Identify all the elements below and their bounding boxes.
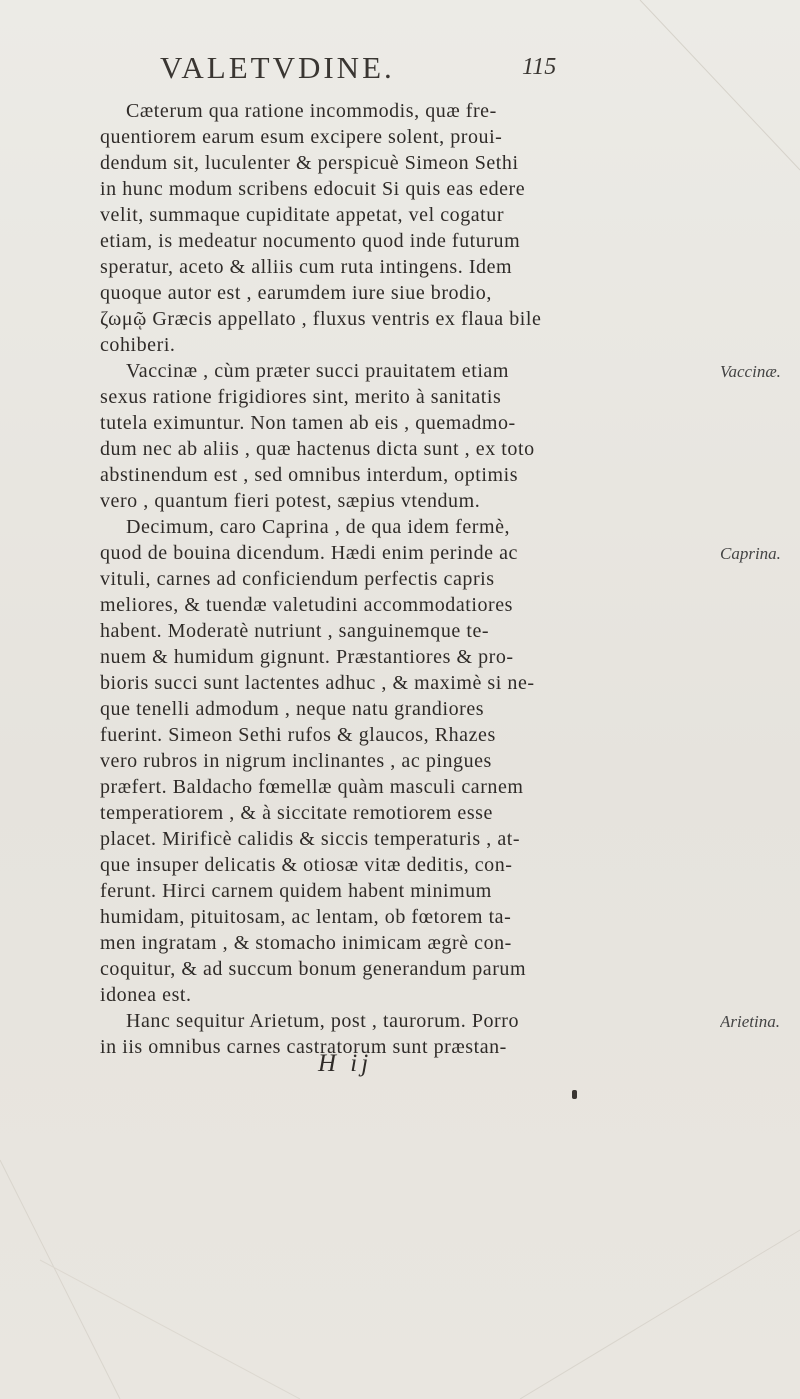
text-line: quod de bouina dicendum. Hædi enim perinde ac	[100, 542, 518, 564]
text-line: meliores, & tuendæ valetudini accommodatiores	[100, 594, 513, 616]
text-line: placet. Mirificè calidis & siccis temperaturis , at-	[100, 828, 521, 850]
text-line: in iis omnibus carnes castratorum sunt præstan-	[100, 1036, 507, 1058]
text-line: abstinendum est , sed omnibus interdum, optimis	[100, 464, 519, 486]
text-line: temperatiorem , & à siccitate remotiorem esse	[100, 802, 493, 824]
text-line: men ingratam , & stomacho inimicam ægrè con-	[100, 932, 512, 954]
text-line: Decimum, caro Caprina , de qua idem fermè,	[126, 516, 511, 538]
text-line: cohiberi.	[100, 334, 176, 356]
margin-note-caprina: Caprina.	[720, 544, 781, 563]
text-line: nuem & humidum gignunt. Præstantiores & pro-	[100, 646, 514, 668]
text-line: præfert. Baldacho fœmellæ quàm masculi carnem	[100, 776, 524, 798]
text-line: quoque autor est , earumdem iure siue brodio,	[100, 282, 492, 304]
ink-blot	[572, 1090, 577, 1099]
text-line: vero rubros in nigrum inclinantes , ac pingues	[100, 750, 492, 772]
text-line: ζωμῷ Græcis appellato , fluxus ventris ex flaua bile	[100, 308, 542, 330]
text-line: dendum sit, luculenter & perspicuè Simeon Sethi	[100, 152, 519, 174]
margin-note-vaccinae: Vaccinæ.	[720, 362, 781, 381]
page-number: 115	[522, 54, 557, 80]
text-line: quentiorem earum esum excipere solent, proui-	[100, 126, 503, 148]
signature-mark: H ij	[318, 1050, 373, 1077]
text-line: dum nec ab aliis , quæ hactenus dicta sunt , ex toto	[100, 438, 535, 460]
text-line: fuerint. Simeon Sethi rufos & glaucos, Rhazes	[100, 724, 496, 746]
body-text	[100, 98, 710, 1060]
running-head	[150, 50, 570, 90]
text-line: que insuper delicatis & otiosæ vitæ deditis, con-	[100, 854, 513, 876]
text-line: vituli, carnes ad conficiendum perfectis capris	[100, 568, 495, 590]
text-line: Cæterum qua ratione incommodis, quæ fre-	[126, 100, 497, 122]
text-line: bioris succi sunt lactentes adhuc , & maximè si ne-	[100, 672, 535, 694]
margin-note-arietina: Arietina.	[720, 1012, 780, 1031]
text-line: vero , quantum fieri potest, sæpius vtendum.	[100, 490, 481, 512]
text-line: idonea est.	[100, 984, 192, 1006]
text-line: habent. Moderatè nutriunt , sanguinemque te-	[100, 620, 490, 642]
text-line: speratur, aceto & alliis cum ruta intingens. Idem	[100, 256, 513, 278]
running-title: VALETVDINE.	[160, 50, 395, 85]
text-line: tutela eximuntur. Non tamen ab eis , quemadmo-	[100, 412, 516, 434]
blank-lower-margin	[0, 1120, 800, 1399]
text-line: Vaccinæ , cùm præter succi prauitatem etiam	[126, 360, 509, 382]
text-line: velit, summaque cupiditate appetat, vel cogatur	[100, 204, 505, 226]
text-line: Hanc sequitur Arietum, post , taurorum. Porro	[126, 1010, 520, 1032]
text-line: humidam, pituitosam, ac lentam, ob fœtorem ta-	[100, 906, 512, 928]
text-line: coquitur, & ad succum bonum generandum parum	[100, 958, 527, 980]
text-line: ferunt. Hirci carnem quidem habent minimum	[100, 880, 492, 902]
text-line: sexus ratione frigidiores sint, merito à sanitatis	[100, 386, 502, 408]
text-line: in hunc modum scribens edocuit Si quis eas edere	[100, 178, 526, 200]
text-line: etiam, is medeatur nocumento quod inde futurum	[100, 230, 521, 252]
text-line: que tenelli admodum , neque natu grandiores	[100, 698, 485, 720]
